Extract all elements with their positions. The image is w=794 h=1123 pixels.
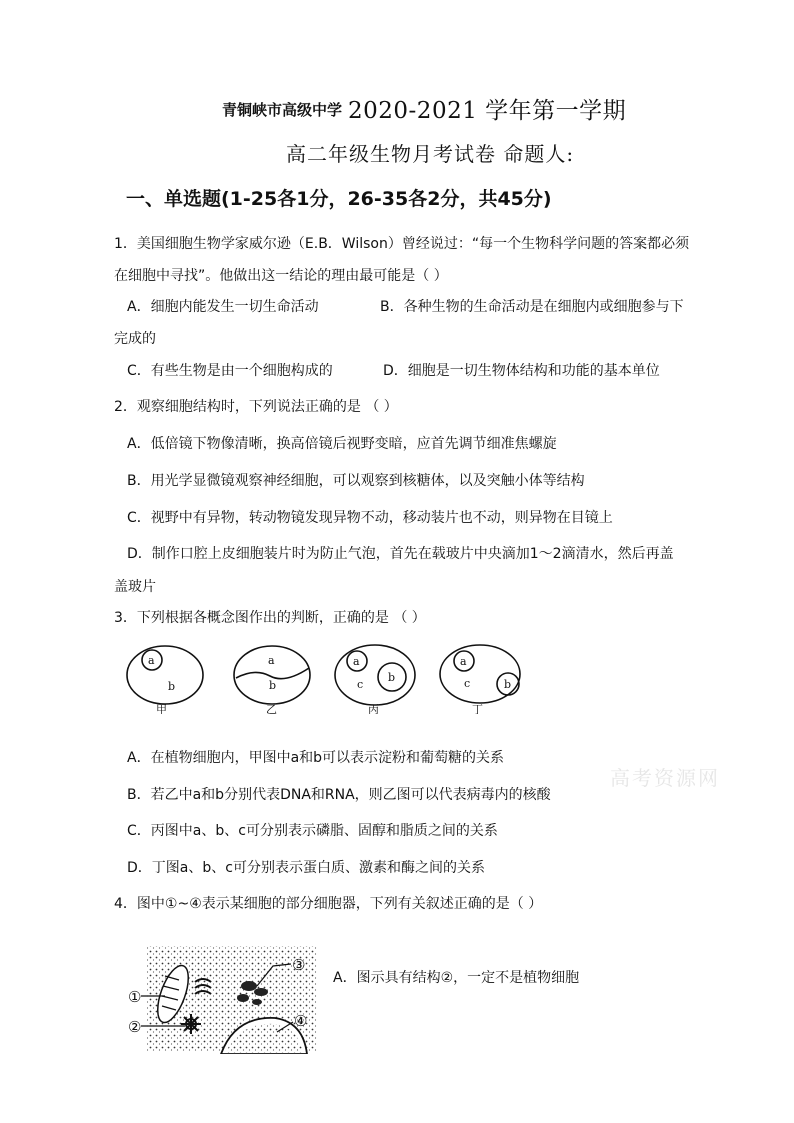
ding-label-b: b — [504, 678, 512, 691]
watermark: 高考资源网 — [610, 766, 720, 790]
bing-label-b: b — [388, 671, 396, 684]
q1-option-c: C．有些生物是由一个细胞构成的 — [127, 363, 333, 379]
q1-option-d: D．细胞是一切生物体结构和功能的基本单位 — [383, 363, 660, 379]
jia-caption: 甲 — [156, 703, 167, 714]
yi-label-b: b — [269, 679, 277, 692]
exam-subtitle: 高二年级生物月考试卷 命题人: — [286, 142, 575, 166]
q1-option-b: B．各种生物的生命活动是在细胞内或细胞参与下 — [380, 299, 684, 315]
q2-option-a: A．低倍镜下物像清晰，换高倍镜后视野变暗，应首先调节细准焦螺旋 — [127, 436, 557, 452]
jia-label-a: a — [148, 654, 155, 667]
q1-stem-line2: 在细胞中寻找”。他做出这一结论的理由最可能是（ ） — [114, 268, 448, 284]
marker-3: ③ — [292, 956, 306, 974]
q4-stem: 4．图中①~④表示某细胞的部分细胞器，下列有关叙述正确的是（ ） — [114, 896, 543, 912]
q3-option-b: B．若乙中a和b分别代表DNA和RNA，则乙图可以代表病毒内的核酸 — [127, 787, 551, 803]
q1-option-a: A．细胞内能发生一切生命活动 — [127, 299, 319, 315]
bing-label-c: c — [357, 678, 364, 691]
q3-option-d: D．丁图a、b、c可分别表示蛋白质、激素和酶之间的关系 — [127, 860, 485, 876]
q2-option-d-cont: 盖玻片 — [114, 579, 156, 595]
yi-caption: 乙 — [266, 703, 277, 714]
q3-concept-diagrams — [120, 640, 540, 714]
q2-stem: 2．观察细胞结构时，下列说法正确的是 （ ） — [114, 399, 398, 415]
bing-label-a: a — [353, 655, 360, 668]
q3-stem: 3．下列根据各概念图作出的判断，正确的是 （ ） — [114, 610, 426, 626]
ding-label-a: a — [460, 655, 467, 668]
bing-caption: 丙 — [368, 703, 379, 714]
school-name: 青铜峡市高级中学 — [222, 101, 343, 119]
q4-option-a: A．图示具有结构②，一定不是植物细胞 — [333, 970, 580, 986]
marker-4: ④ — [294, 1012, 308, 1030]
ding-caption: 丁 — [472, 703, 483, 714]
q2-option-c: C．视野中有异物，转动物镜发现异物不动，移动装片也不动，则异物在目镜上 — [127, 510, 613, 526]
marker-1: ① — [128, 988, 142, 1006]
q2-option-d: D．制作口腔上皮细胞装片时为防止气泡，首先在载玻片中央滴加1～2滴清水，然后再盖 — [127, 546, 674, 562]
q3-option-a: A．在植物细胞内，甲图中a和b可以表示淀粉和葡萄糖的关系 — [127, 750, 505, 766]
q1-stem-line1: 1．美国细胞生物学家威尔逊（E.B．Wilson）曾经说过：“每一个生物科学问题的答案都必须 — [114, 236, 690, 252]
jia-label-b: b — [168, 680, 176, 693]
q3-option-c: C．丙图中a、b、c可分别表示磷脂、固醇和脂质之间的关系 — [127, 823, 498, 839]
marker-2: ② — [128, 1018, 142, 1036]
exam-term: 2020-2021 学年第一学期 — [348, 98, 627, 124]
ding-label-c: c — [464, 677, 471, 690]
yi-label-a: a — [268, 654, 275, 667]
section-title: 一、单选题(1-25各1分，26-35各2分，共45分) — [126, 188, 552, 210]
q2-option-b: B．用光学显微镜观察神经细胞，可以观察到核糖体，以及突触小体等结构 — [127, 473, 585, 489]
q1-option-b-cont: 完成的 — [114, 331, 156, 347]
